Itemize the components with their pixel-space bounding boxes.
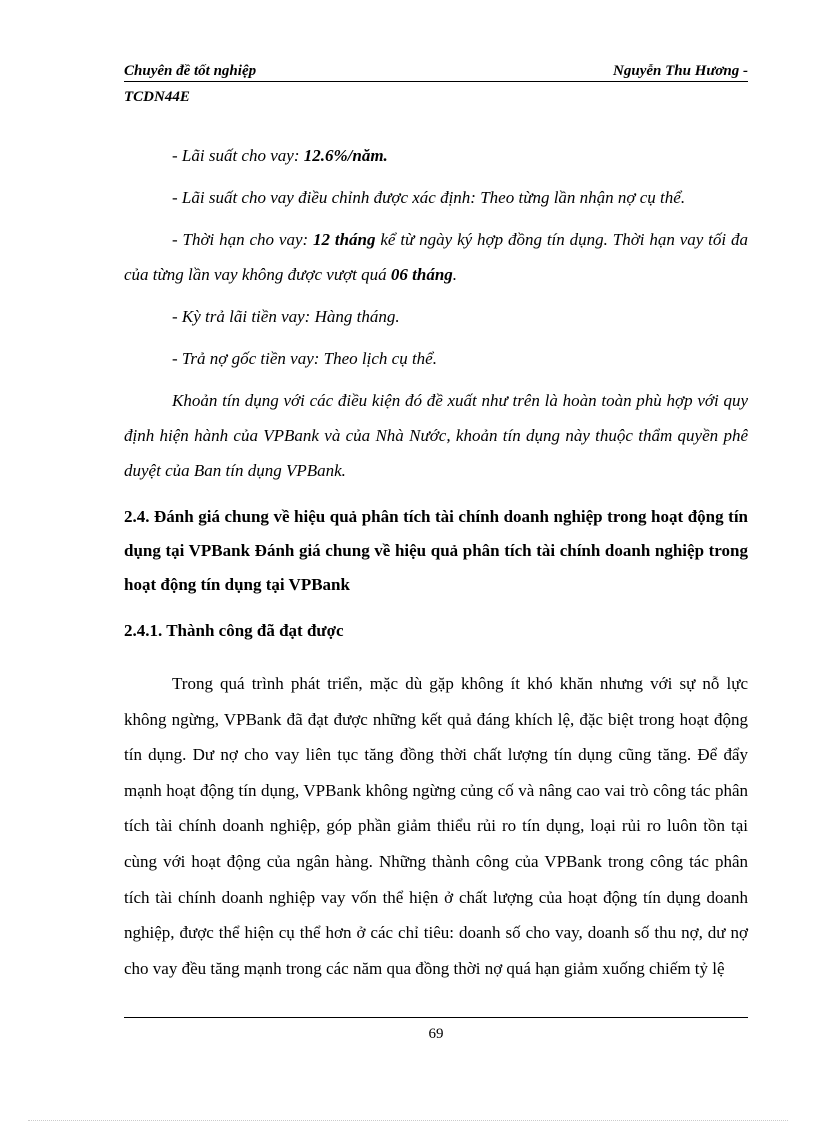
bullet-interest-rate-value: 12.6%/năm.	[303, 146, 388, 165]
header-document-type: Chuyên đề tốt nghiệp	[124, 63, 257, 79]
bullet-adjusted-rate: - Lãi suất cho vay điều chỉnh được xác định: Theo từng lần nhận nợ cụ thể.	[172, 188, 686, 207]
body-paragraph: Trong quá trình phát triển, mặc dù gặp không ít khó khăn nhưng với sự nỗ lực không ngừng, VPBank đã đạt được những kết quả đáng khích lệ, đặc biệt trong hoạt động tín dụng. Dư nợ cho vay liên tục tăng đồng thời chất lượng tín dụng cũng tăng. Để đẩy mạnh hoạt động tín dụng, VPBank không ngừng củng cố và nâng cao vai trò công tác phân tích tài chính doanh nghiệp, góp phần giảm thiểu rủi ro tín dụng, loại rủi ro luôn tồn tại cùng với hoạt động của ngân hàng. Những thành công của VPBank trong công tác phân tích tài chính doanh nghiệp vay vốn thể hiện ở chất lượng của hoạt động tín dụng doanh nghiệp, được thể hiện cụ thể hơn ở các chỉ tiêu: doanh số cho vay, doanh số thu nợ, dư nợ cho vay đều tăng mạnh trong các năm qua đồng thời nợ quá hạn giảm xuống chiếm tỷ lệ	[124, 674, 748, 978]
page-content	[124, 138, 748, 986]
subsection-heading: 2.4.1. Thành công đã đạt được	[124, 621, 344, 640]
bullet-principal-payment: - Trả nợ gốc tiền vay: Theo lịch cụ thể.	[172, 349, 437, 368]
header-author: Nguyễn Thu Hương -	[613, 63, 748, 79]
loan-term-label: - Thời hạn cho vay:	[172, 230, 314, 249]
section-heading: 2.4. Đánh giá chung về hiệu quả phân tích tài chính doanh nghiệp trong hoạt động tín dụng tại VPBank Đánh giá chung về hiệu quả phân tích tài chính doanh nghiệp trong hoạt động tín dụng tại VPBank	[124, 507, 748, 594]
page-header	[124, 58, 748, 110]
footer-divider	[124, 1017, 748, 1018]
page-number: 69	[428, 1026, 444, 1042]
bullet-interest-payment: - Kỳ trả lãi tiền vay: Hàng tháng.	[172, 307, 400, 326]
bullet-loan-term	[124, 222, 748, 292]
header-divider	[124, 81, 748, 82]
page-bottom-border	[28, 1120, 788, 1121]
loan-term-value: 12 tháng	[313, 230, 376, 249]
max-term-value: 06 tháng	[390, 265, 453, 284]
loan-term-text: kể từ ngày ký hợp đồng tín dụng. Thời hạn vay tối đa của từng lần vay không được vượt quá	[124, 230, 748, 284]
credit-summary: Khoản tín dụng với các điều kiện đó đề xuất như trên là hoàn toàn phù hợp với quy định hiện hành của VPBank và của Nhà Nước, khoản tín dụng này thuộc thẩm quyền phê duyệt của Ban tín dụng VPBank.	[124, 391, 748, 480]
bullet-interest-rate	[124, 138, 748, 173]
header-class-code: TCDN44E	[124, 89, 190, 105]
bullet-interest-rate-label: - Lãi suất cho vay:	[172, 146, 304, 165]
loan-term-end: .	[452, 265, 458, 284]
